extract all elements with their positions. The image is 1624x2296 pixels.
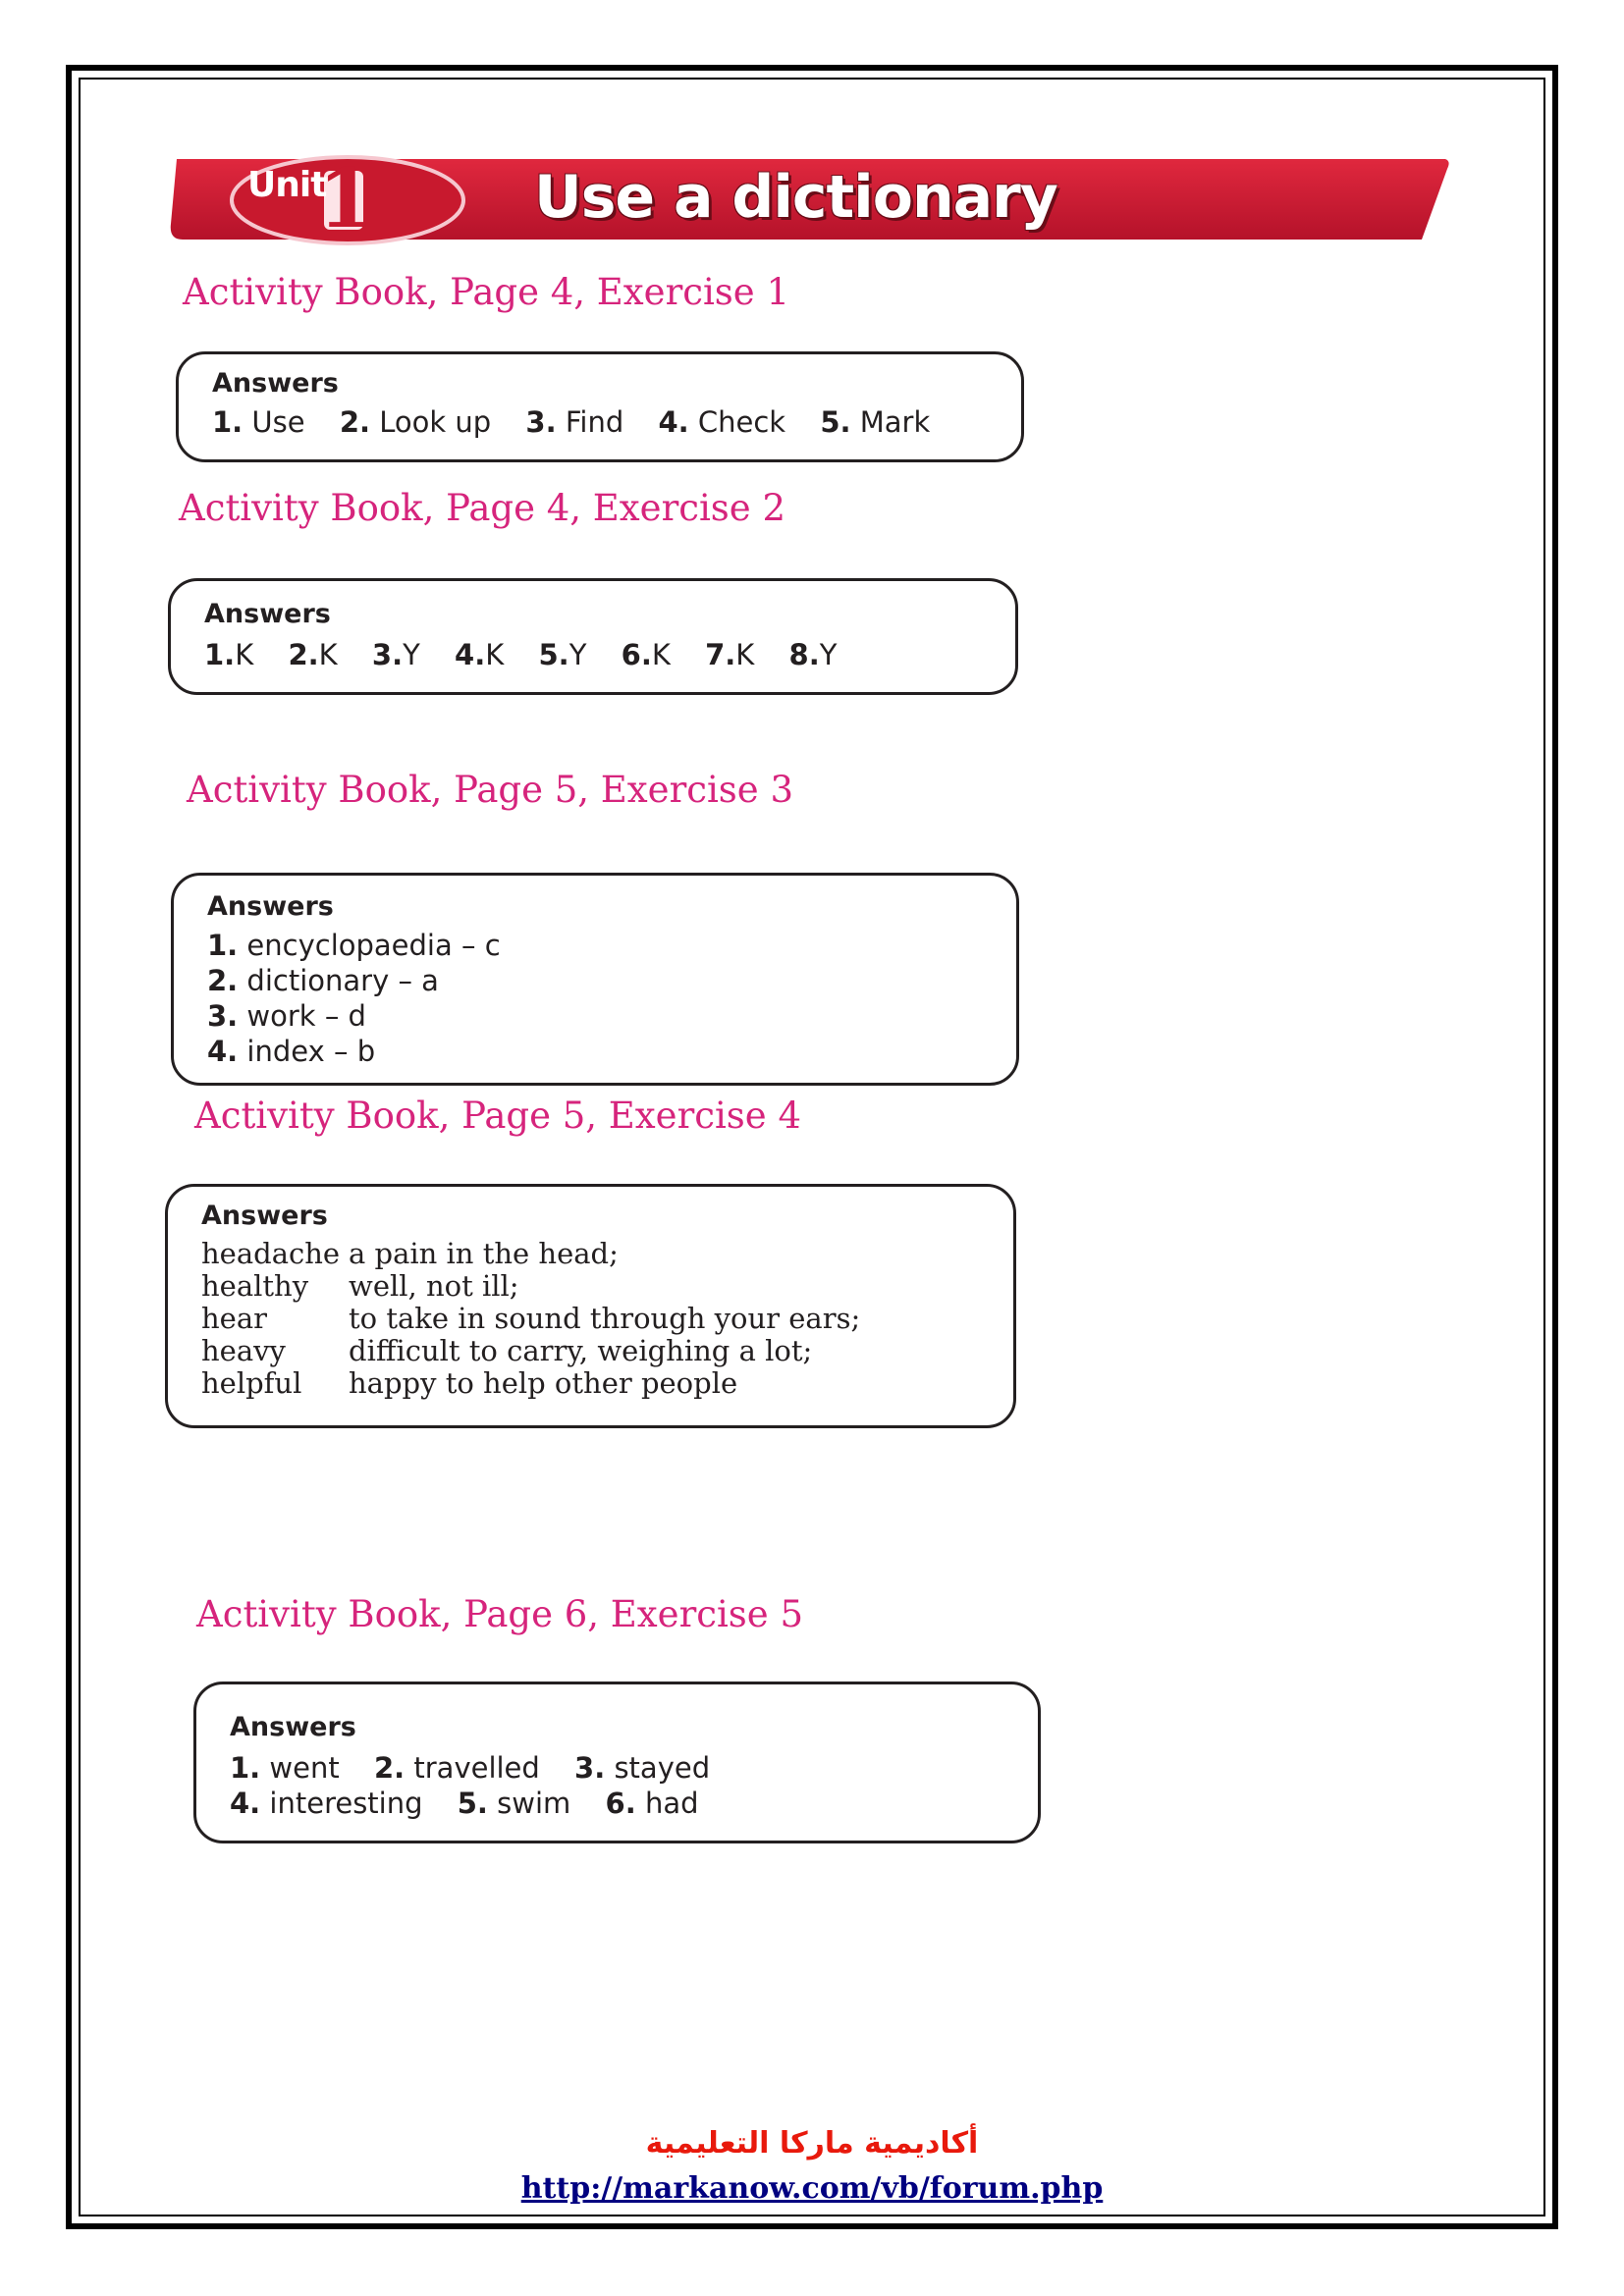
answers-label: Answers — [204, 599, 331, 629]
answer-item: 1. Use — [212, 405, 305, 439]
footer-forum-link[interactable]: http://markanow.com/vb/forum.php — [520, 2171, 1104, 2206]
answer-item: 6. had — [605, 1787, 699, 1820]
answers-label: Answers — [201, 1201, 328, 1231]
answer-item: 3.Y — [371, 638, 420, 671]
exercise-heading-5: Activity Book, Page 6, Exercise 5 — [196, 1593, 803, 1635]
word-definition-list — [201, 1238, 860, 1400]
answer-item: 5.Y — [538, 638, 587, 671]
answer-item: 1. encyclopaedia – c — [207, 929, 501, 962]
exercise-heading-1: Activity Book, Page 4, Exercise 1 — [183, 271, 789, 313]
answers-line — [204, 638, 837, 671]
answer-item: 1.K — [204, 638, 254, 671]
answer-item: 5. Mark — [820, 405, 931, 439]
answer-item: 4. Check — [658, 405, 786, 439]
word-row: headache a pain in the head; — [201, 1237, 619, 1270]
answer-box-4 — [165, 1184, 1016, 1428]
answer-item: 5. swim — [457, 1787, 571, 1820]
answer-item: 7.K — [705, 638, 755, 671]
word-row: hear to take in sound through your ears; — [201, 1302, 861, 1335]
answer-item: 4.K — [455, 638, 505, 671]
answer-item: 4. interesting — [230, 1787, 423, 1820]
unit-title: Use a dictionary — [534, 163, 1057, 232]
exercise-heading-2: Activity Book, Page 4, Exercise 2 — [179, 487, 785, 529]
unit-number: 1 — [318, 152, 375, 246]
answer-item: 3. work – d — [207, 999, 366, 1033]
answer-item: 1. went — [230, 1751, 340, 1785]
answer-item: 3. Find — [525, 405, 624, 439]
answer-item: 4. index – b — [207, 1035, 376, 1068]
answers-label: Answers — [230, 1712, 356, 1742]
exercise-heading-4: Activity Book, Page 5, Exercise 4 — [194, 1095, 801, 1137]
answer-item: 2. travelled — [373, 1751, 540, 1785]
answers-line — [212, 405, 930, 439]
answer-item: 6.K — [621, 638, 671, 671]
answer-item: 8.Y — [788, 638, 838, 671]
answers-line — [230, 1787, 699, 1820]
answer-box-3 — [171, 873, 1019, 1086]
answer-box-5 — [193, 1682, 1041, 1843]
unit-banner — [169, 152, 1455, 246]
word-row: helpful happy to help other people — [201, 1366, 738, 1400]
footer-academy-name: أكاديمية ماركا التعليمية — [645, 2126, 979, 2161]
answer-item: 2. dictionary – a — [207, 964, 439, 997]
exercise-heading-3: Activity Book, Page 5, Exercise 3 — [187, 769, 793, 811]
word-row: heavy difficult to carry, weighing a lot; — [201, 1334, 813, 1367]
answer-box-1 — [176, 351, 1024, 462]
answer-box-2 — [168, 578, 1018, 695]
unit-label: Unit — [247, 165, 327, 205]
answer-item: 3. stayed — [574, 1751, 711, 1785]
answers-label: Answers — [207, 891, 334, 922]
answers-label: Answers — [212, 368, 339, 399]
word-row: healthy well, not ill; — [201, 1269, 519, 1303]
answers-line — [230, 1751, 710, 1785]
answer-item: 2. Look up — [339, 405, 492, 439]
answer-item: 2.K — [288, 638, 338, 671]
